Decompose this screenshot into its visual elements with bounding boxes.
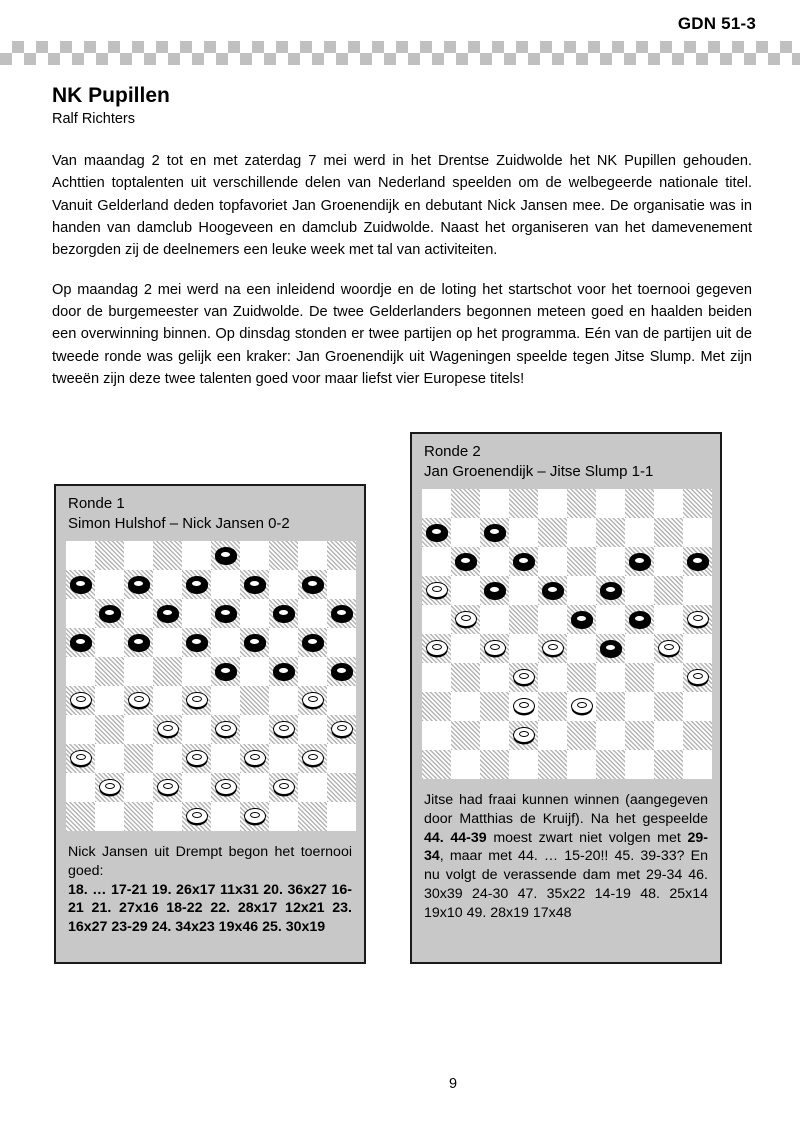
board-square (95, 802, 124, 831)
board-square (269, 744, 298, 773)
white-piece (157, 721, 179, 737)
board-square (240, 773, 269, 802)
board-square (211, 628, 240, 657)
article-body (52, 84, 752, 408)
board-square (153, 744, 182, 773)
board-square (654, 576, 683, 605)
board-square (683, 605, 712, 634)
board-square (211, 773, 240, 802)
board-square (298, 541, 327, 570)
board-square (211, 599, 240, 628)
board-square (240, 802, 269, 831)
board-square (451, 518, 480, 547)
white-piece (186, 808, 208, 824)
white-piece (687, 669, 709, 685)
board-square (683, 721, 712, 750)
black-piece (302, 576, 324, 592)
board-square (538, 663, 567, 692)
page-number-value: 9 (448, 1076, 458, 1092)
board-square (240, 686, 269, 715)
board-square (480, 692, 509, 721)
white-piece (186, 692, 208, 708)
board-square (596, 518, 625, 547)
board-square (269, 715, 298, 744)
board-square (124, 802, 153, 831)
black-piece (513, 553, 535, 569)
white-piece (426, 582, 448, 598)
board-square (596, 576, 625, 605)
diagram-right-caption-text (424, 791, 708, 923)
board-square (422, 547, 451, 576)
board-square (596, 692, 625, 721)
white-piece (302, 750, 324, 766)
board-square (211, 744, 240, 773)
board-square (422, 634, 451, 663)
board-square (422, 663, 451, 692)
board-square (211, 657, 240, 686)
board-square (66, 657, 95, 686)
board-square (509, 547, 538, 576)
board-square (153, 628, 182, 657)
article-author: Ralf Richters (52, 110, 135, 127)
board-square (654, 692, 683, 721)
caption-bold-move-1: 44. 44-39 (424, 829, 487, 846)
board-square (538, 518, 567, 547)
board-square (683, 518, 712, 547)
black-piece (186, 576, 208, 592)
white-piece (571, 698, 593, 714)
board-square (451, 634, 480, 663)
board-square (480, 750, 509, 779)
board-square (567, 605, 596, 634)
board-square (625, 692, 654, 721)
black-piece (70, 576, 92, 592)
caption-segment-2: moest zwart niet volgen met (486, 829, 688, 846)
board-square (327, 773, 356, 802)
board-square (240, 570, 269, 599)
board-square (422, 576, 451, 605)
board-square (451, 663, 480, 692)
board-square (269, 628, 298, 657)
board-square (480, 547, 509, 576)
white-piece (426, 640, 448, 656)
article-paragraph-2: Op maandag 2 mei werd na een inleidend woordje en de loting het startschot voor het toernooi gegeven door de burgemeester van Zuidwolde. De twee Gelderlanders begonnen meteen goed en haalden beiden een overwinning binnen. Op dinsdag stonden er twee partijen op het programma. Eén van de partijen uit de tweede ronde was gelijk een kraker: Jan Groenendijk uit Wageningen speelde tegen Jitse Slump. Met zijn tweeën zijn deze twee talenten goed voor maar liefst vier Europese titels! (52, 282, 752, 387)
board-square (153, 773, 182, 802)
board-square (124, 715, 153, 744)
white-piece (273, 721, 295, 737)
board-square (66, 802, 95, 831)
board-square (567, 547, 596, 576)
black-piece (273, 605, 295, 621)
diagram-left-caption-intro: Nick Jansen uit Drempt begon het toernooi goed: (68, 843, 352, 879)
board-square (298, 802, 327, 831)
white-piece (513, 698, 535, 714)
white-piece (331, 721, 353, 737)
black-piece (215, 605, 237, 621)
board-square (211, 570, 240, 599)
board-square (683, 634, 712, 663)
black-piece (215, 663, 237, 679)
board-square (654, 605, 683, 634)
board-square (538, 750, 567, 779)
board-square (327, 657, 356, 686)
board-square (451, 489, 480, 518)
board-square (182, 570, 211, 599)
diagram-right-round-label: Ronde 2 (424, 443, 481, 460)
board-square (625, 663, 654, 692)
white-piece (484, 640, 506, 656)
board-square (182, 744, 211, 773)
board-square (327, 744, 356, 773)
page-number-footer (0, 1076, 800, 1092)
board-square (625, 721, 654, 750)
board-square (596, 721, 625, 750)
board-square (625, 634, 654, 663)
white-piece (186, 750, 208, 766)
board-square (95, 773, 124, 802)
board-square (269, 802, 298, 831)
white-piece (658, 640, 680, 656)
board-square (269, 541, 298, 570)
white-piece (513, 727, 535, 743)
board-square (451, 547, 480, 576)
black-piece (331, 663, 353, 679)
board-square (596, 489, 625, 518)
board-square (625, 489, 654, 518)
white-piece (513, 669, 535, 685)
board-square (451, 576, 480, 605)
board-square (538, 721, 567, 750)
caption-segment-3: , maar met 44. … 15-20!! 45. 39-33? En nu volgt de verassende dam met 29-34 46. 30x39 24-30 47. 35x22 14-19 48. 25x14 19x10 49. 28x19 17x48 (424, 848, 708, 922)
board-square (66, 541, 95, 570)
white-piece (157, 779, 179, 795)
board-square (596, 750, 625, 779)
board-square (327, 628, 356, 657)
board-square (269, 686, 298, 715)
white-piece (244, 750, 266, 766)
board-square (596, 634, 625, 663)
black-piece (215, 547, 237, 563)
board-square (625, 750, 654, 779)
board-square (480, 605, 509, 634)
board-square (240, 599, 269, 628)
board-square (153, 657, 182, 686)
board-square (451, 605, 480, 634)
black-piece (571, 611, 593, 627)
board-square (422, 489, 451, 518)
board-square (124, 657, 153, 686)
board-square (298, 744, 327, 773)
board-square (327, 686, 356, 715)
caption-bold-move-2: 29-34 (424, 829, 709, 865)
board-square (480, 576, 509, 605)
board-square (422, 750, 451, 779)
white-piece (70, 692, 92, 708)
publication-title: GDN 51-3 (677, 14, 756, 33)
black-piece (331, 605, 353, 621)
board-square (124, 744, 153, 773)
board-square (567, 489, 596, 518)
draughts-board-right (422, 489, 712, 779)
diagram-right-caption (424, 791, 708, 923)
board-square (480, 489, 509, 518)
board-square (451, 721, 480, 750)
board-square (654, 634, 683, 663)
board-square (95, 628, 124, 657)
white-piece (273, 779, 295, 795)
board-square (422, 692, 451, 721)
black-piece (629, 611, 651, 627)
board-square (182, 802, 211, 831)
board-square (683, 489, 712, 518)
black-piece (186, 634, 208, 650)
board-square (95, 686, 124, 715)
board-square (298, 570, 327, 599)
board-square (509, 750, 538, 779)
board-square (182, 686, 211, 715)
black-piece (273, 663, 295, 679)
board-square (153, 599, 182, 628)
board-square (153, 802, 182, 831)
board-square (654, 518, 683, 547)
page-header (0, 0, 800, 72)
board-square (95, 599, 124, 628)
board-square (269, 570, 298, 599)
board-square (509, 489, 538, 518)
board-square (298, 599, 327, 628)
board-square (182, 773, 211, 802)
board-square (95, 744, 124, 773)
board-square (625, 576, 654, 605)
board-square (298, 715, 327, 744)
board-square (298, 628, 327, 657)
board-square (124, 773, 153, 802)
caption-segment-1: Jitse had fraai kunnen winnen (aangegeven door Matthias de Kruijf). Na het gespeelde (424, 791, 708, 827)
board-square (327, 570, 356, 599)
board-square (327, 599, 356, 628)
board-square (269, 773, 298, 802)
board-square (480, 721, 509, 750)
black-piece (157, 605, 179, 621)
board-square (240, 715, 269, 744)
board-square (480, 663, 509, 692)
board-square (567, 750, 596, 779)
board-square (240, 541, 269, 570)
board-square (625, 547, 654, 576)
board-square (153, 715, 182, 744)
board-square (683, 692, 712, 721)
board-square (683, 547, 712, 576)
board-square (66, 773, 95, 802)
black-piece (244, 576, 266, 592)
black-piece (455, 553, 477, 569)
board-square (153, 686, 182, 715)
board-square (509, 576, 538, 605)
board-square (654, 489, 683, 518)
board-square (298, 686, 327, 715)
checkerboard-divider (0, 41, 800, 65)
board-square (95, 570, 124, 599)
black-piece (687, 553, 709, 569)
board-square (654, 663, 683, 692)
board-square (538, 692, 567, 721)
diagram-box-round-2 (410, 432, 722, 964)
board-square (596, 605, 625, 634)
board-square (66, 715, 95, 744)
draughts-board-left (66, 541, 356, 831)
white-piece (302, 692, 324, 708)
board-square (327, 715, 356, 744)
board-square (596, 547, 625, 576)
board-square (211, 541, 240, 570)
board-square (509, 518, 538, 547)
board-square (182, 628, 211, 657)
white-piece (455, 611, 477, 627)
board-square (567, 634, 596, 663)
board-square (538, 547, 567, 576)
black-piece (128, 576, 150, 592)
board-square (509, 634, 538, 663)
board-square (211, 802, 240, 831)
white-piece (542, 640, 564, 656)
white-piece (687, 611, 709, 627)
page-title: NK Pupillen (52, 84, 170, 107)
black-piece (484, 524, 506, 540)
board-square (95, 715, 124, 744)
board-square (422, 518, 451, 547)
board-square (567, 518, 596, 547)
board-square (654, 721, 683, 750)
white-piece (244, 808, 266, 824)
board-square (422, 605, 451, 634)
board-square (211, 715, 240, 744)
board-square (66, 686, 95, 715)
board-square (625, 605, 654, 634)
board-square (66, 744, 95, 773)
white-piece (128, 692, 150, 708)
board-square (298, 657, 327, 686)
board-square (567, 692, 596, 721)
board-square (124, 570, 153, 599)
board-square (327, 541, 356, 570)
board-square (538, 605, 567, 634)
diagram-left-caption-moves: 18. … 17-21 19. 26x17 11x31 20. 36x27 16-21 21. 27x16 18-22 22. 28x17 12x21 23. 16x27 23-29 24. 34x23 19x46 25. 30x19 (68, 881, 352, 936)
black-piece (542, 582, 564, 598)
board-square (451, 750, 480, 779)
board-square (480, 518, 509, 547)
board-square (683, 750, 712, 779)
board-square (538, 489, 567, 518)
board-square (509, 721, 538, 750)
board-square (327, 802, 356, 831)
board-square (596, 663, 625, 692)
board-square (480, 634, 509, 663)
board-square (538, 634, 567, 663)
white-piece (70, 750, 92, 766)
black-piece (484, 582, 506, 598)
white-piece (99, 779, 121, 795)
black-piece (244, 634, 266, 650)
board-square (240, 657, 269, 686)
board-square (124, 628, 153, 657)
diagram-left-round-label: Ronde 1 (68, 495, 125, 512)
board-square (567, 576, 596, 605)
board-square (182, 599, 211, 628)
board-square (124, 541, 153, 570)
black-piece (99, 605, 121, 621)
board-square (240, 744, 269, 773)
board-square (95, 541, 124, 570)
article-paragraph-1: Van maandag 2 tot en met zaterdag 7 mei werd in het Drentse Zuidwolde het NK Pupillen gehouden. Achttien toptalenten uit verschillende delen van Nederland speelden om de welbegeerde nationale titel. Vanuit Gelderland deden topfavoriet Jan Groenendijk en debutant Nick Jansen mee. De organisatie was in handen van damclub Hoogeveen en damclub Zuidwolde. Naast het organiseren van het damevenement bezorgden zij de deelnemers een leuke week met tal van activiteiten. (52, 153, 752, 258)
board-square (567, 663, 596, 692)
board-square (182, 657, 211, 686)
white-piece (215, 721, 237, 737)
board-square (153, 570, 182, 599)
board-square (182, 541, 211, 570)
board-square (66, 628, 95, 657)
black-piece (600, 582, 622, 598)
board-square (153, 541, 182, 570)
board-square (240, 628, 269, 657)
board-square (66, 570, 95, 599)
black-piece (600, 640, 622, 656)
black-piece (70, 634, 92, 650)
board-square (451, 692, 480, 721)
diagram-left-match-label: Simon Hulshof – Nick Jansen 0-2 (68, 514, 290, 532)
board-square (509, 692, 538, 721)
diagram-box-round-1 (54, 484, 366, 964)
board-square (509, 663, 538, 692)
board-square (66, 599, 95, 628)
board-square (683, 663, 712, 692)
black-piece (629, 553, 651, 569)
board-square (654, 750, 683, 779)
diagram-left-caption (68, 843, 352, 937)
board-square (269, 599, 298, 628)
board-square (538, 576, 567, 605)
board-square (683, 576, 712, 605)
board-square (124, 686, 153, 715)
board-square (182, 715, 211, 744)
board-square (422, 721, 451, 750)
black-piece (302, 634, 324, 650)
board-square (211, 686, 240, 715)
diagram-right-match-label: Jan Groenendijk – Jitse Slump 1-1 (424, 462, 654, 480)
black-piece (426, 524, 448, 540)
board-square (654, 547, 683, 576)
black-piece (128, 634, 150, 650)
board-square (298, 773, 327, 802)
board-square (124, 599, 153, 628)
board-square (95, 657, 124, 686)
white-piece (215, 779, 237, 795)
board-square (509, 605, 538, 634)
board-square (625, 518, 654, 547)
board-square (567, 721, 596, 750)
board-square (269, 657, 298, 686)
